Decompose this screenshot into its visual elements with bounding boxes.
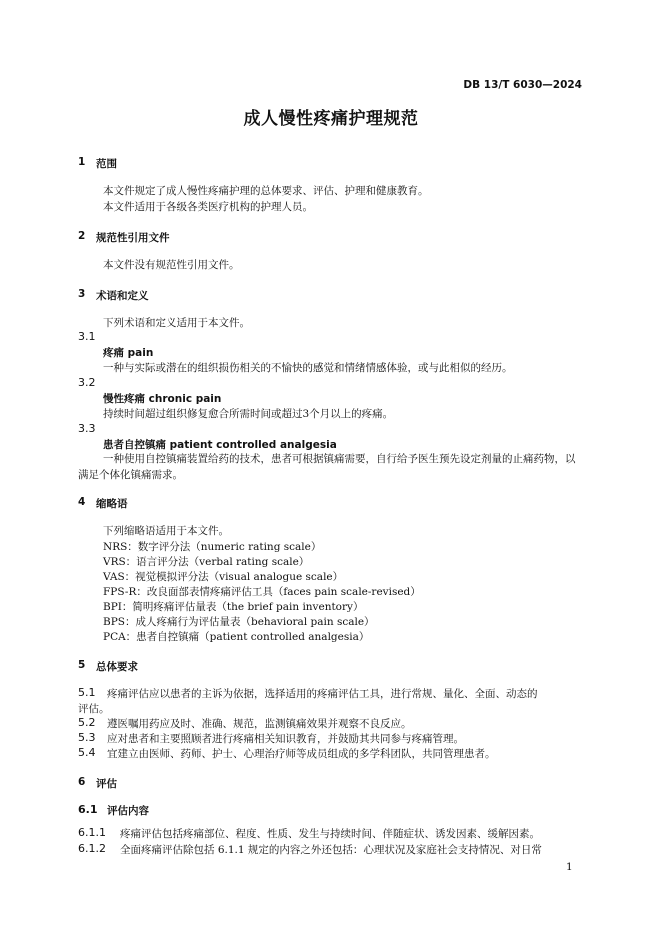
abbreviation-item: BPI：简明疼痛评估量表（the brief pain inventory） <box>103 601 364 613</box>
abbreviation-item: VRS：语言评分法（verbal rating scale） <box>103 556 310 568</box>
clause-number: 5.4 <box>78 746 96 759</box>
clause-text-continuation: 评估。 <box>78 703 110 715</box>
section-title: 缩略语 <box>96 498 128 510</box>
term-name: 慢性疼痛 chronic pain <box>103 393 222 405</box>
abbreviation-item: PCA：患者自控镇痛（patient controlled analgesia） <box>103 631 370 643</box>
term-definition: 一种与实际或潜在的组织损伤相关的不愉快的感觉和情绪情感体验，或与此相似的经历。 <box>103 362 513 374</box>
term-name: 患者自控镇痛 patient controlled analgesia <box>103 439 337 451</box>
clause-text: 疼痛评估包括疼痛部位、程度、性质、发生与持续时间、伴随症状、诱发因素、缓解因素。 <box>120 828 540 840</box>
clause-number: 6.1.2 <box>78 842 106 855</box>
paragraph: 本文件没有规范性引用文件。 <box>103 259 240 271</box>
paragraph: 本文件适用于各级各类医疗机构的护理人员。 <box>103 201 313 213</box>
subsection-title: 评估内容 <box>107 805 149 817</box>
clause-number: 5.3 <box>78 731 96 744</box>
section-title: 规范性引用文件 <box>96 232 170 244</box>
term-definition: 持续时间超过组织修复愈合所需时间或超过3个月以上的疼痛。 <box>103 408 394 420</box>
clause-number: 5.2 <box>78 716 96 729</box>
term-number: 3.2 <box>78 376 96 389</box>
section-number: 5 <box>78 659 86 671</box>
document-number: DB 13/T 6030—2024 <box>463 79 582 91</box>
clause-number: 6.1.1 <box>78 826 106 839</box>
page-number: 1 <box>566 861 573 873</box>
clause-number: 5.1 <box>78 686 96 699</box>
section-number: 3 <box>78 288 86 300</box>
section-title: 范围 <box>96 158 117 170</box>
clause-text: 宜建立由医师、药师、护士、心理治疗师等成员组成的多学科团队，共同管理患者。 <box>107 748 496 760</box>
section-title: 术语和定义 <box>96 290 149 302</box>
section-title: 总体要求 <box>96 661 138 673</box>
section-number: 1 <box>78 156 86 168</box>
term-definition: 一种使用自控镇痛装置给药的技术，患者可根据镇痛需要，自行给予医生预先设定剂量的止痛药物，以满足个体化镇痛需求。 <box>78 453 576 481</box>
clause-text: 遵医嘱用药应及时、准确、规范，监测镇痛效果并观察不良反应。 <box>107 718 412 730</box>
abbreviation-item: FPS-R：改良面部表情疼痛评估工具（faces pain scale-revised） <box>103 586 421 598</box>
document-title: 成人慢性疼痛护理规范 <box>243 109 419 129</box>
paragraph: 本文件规定了成人慢性疼痛护理的总体要求、评估、护理和健康教育。 <box>103 185 429 197</box>
clause-text: 应对患者和主要照顾者进行疼痛相关知识教育，并鼓励其共同参与疼痛管理。 <box>107 733 464 745</box>
abbreviation-item: BPS：成人疼痛行为评估量表（behavioral pain scale） <box>103 616 375 628</box>
section-number: 2 <box>78 230 86 242</box>
abbreviation-item: NRS：数字评分法（numeric rating scale） <box>103 541 322 553</box>
term-number: 3.3 <box>78 422 96 435</box>
term-number: 3.1 <box>78 330 96 343</box>
section-number: 6 <box>78 776 86 788</box>
abbreviation-item: VAS：视觉模拟评分法（visual analogue scale） <box>103 571 344 583</box>
section-number: 4 <box>78 496 86 508</box>
clause-text: 疼痛评估应以患者的主诉为依据，选择适用的疼痛评估工具，进行常规、量化、全面、动态的 <box>107 688 538 700</box>
paragraph: 下列术语和定义适用于本文件。 <box>103 317 250 329</box>
term-name: 疼痛 pain <box>103 347 154 359</box>
subsection-number: 6.1 <box>78 803 98 816</box>
clause-text: 全面疼痛评估除包括 6.1.1 规定的内容之外还包括：心理状况及家庭社会支持情况、对日常 <box>120 844 542 856</box>
paragraph: 下列缩略语适用于本文件。 <box>103 525 229 537</box>
section-title: 评估 <box>96 778 117 790</box>
